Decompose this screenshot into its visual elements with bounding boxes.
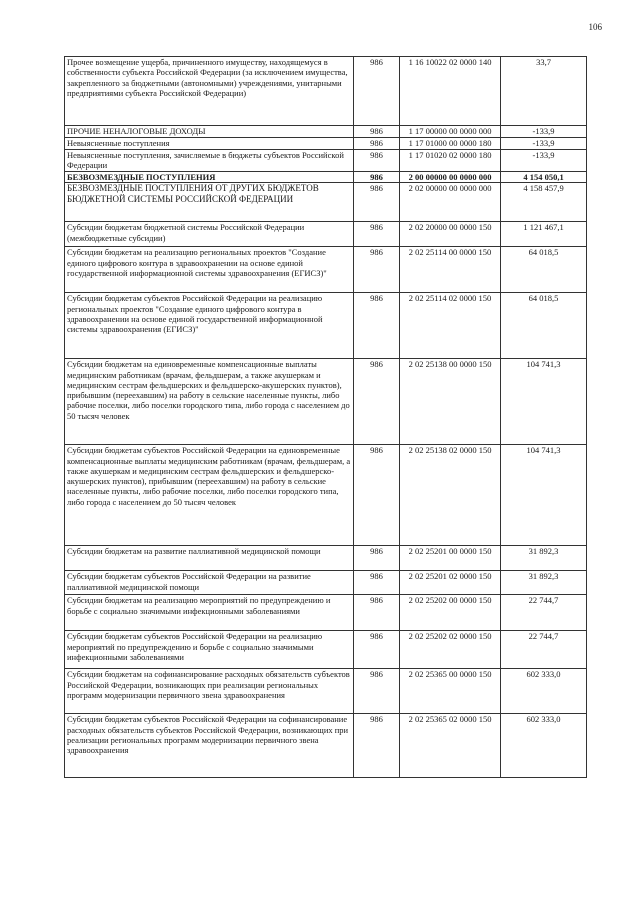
- amount-cell: 104 741,3: [501, 445, 587, 546]
- table-row: [65, 714, 587, 778]
- admin-code-cell: 986: [354, 595, 400, 631]
- amount-cell: 4 154 050,1: [501, 172, 587, 183]
- amount-cell: 4 158 457,9: [501, 183, 587, 222]
- budget-classification-code-cell: 2 02 25201 00 0000 150: [400, 546, 501, 571]
- revenue-name-cell: Невыясненные поступления: [65, 138, 354, 150]
- revenue-name-cell: Субсидии бюджетам на развитие паллиативной медицинской помощи: [65, 546, 354, 571]
- budget-classification-code-cell: 2 02 25138 02 0000 150: [400, 445, 501, 546]
- table-row: [65, 247, 587, 293]
- revenue-name-cell: Субсидии бюджетам бюджетной системы Российской Федерации (межбюджетные субсидии): [65, 222, 354, 247]
- table-row: [65, 183, 587, 222]
- table-row: [65, 222, 587, 247]
- budget-classification-code-cell: 2 02 25138 00 0000 150: [400, 359, 501, 445]
- revenue-name-cell: БЕЗВОЗМЕЗДНЫЕ ПОСТУПЛЕНИЯ: [65, 172, 354, 183]
- table-row: [65, 631, 587, 669]
- admin-code-cell: 986: [354, 293, 400, 359]
- amount-cell: 104 741,3: [501, 359, 587, 445]
- table-row: [65, 546, 587, 571]
- revenue-name-cell: Субсидии бюджетам на единовременные компенсационные выплаты медицинским работникам (врачам, фельдшерам, а также акушеркам и медицинским сестрам фельдшерских и фельдшерско-акушерских пунктов), прибывшим (переехавшим) на работу в сельские населенные пункты, либо рабочие поселки, либо поселки городского типа, либо города с населением до 50 тысяч человек: [65, 359, 354, 445]
- page-number: 106: [588, 22, 602, 32]
- revenue-name-cell: Субсидии бюджетам на реализацию мероприятий по предупреждению и борьбе с социально значимыми инфекционными заболеваниями: [65, 595, 354, 631]
- budget-classification-code-cell: 2 02 25365 02 0000 150: [400, 714, 501, 778]
- budget-classification-code-cell: 1 17 01000 00 0000 180: [400, 138, 501, 150]
- budget-classification-code-cell: 2 02 25114 00 0000 150: [400, 247, 501, 293]
- table-row: [65, 150, 587, 172]
- table-row: [65, 126, 587, 138]
- revenue-name-cell: Субсидии бюджетам субъектов Российской Федерации на реализацию мероприятий по предупреждению и борьбе с социально значимыми инфекционными заболеваниями: [65, 631, 354, 669]
- budget-classification-code-cell: 2 02 00000 00 0000 000: [400, 183, 501, 222]
- table-row: [65, 445, 587, 546]
- admin-code-cell: 986: [354, 150, 400, 172]
- amount-cell: 22 744,7: [501, 631, 587, 669]
- budget-classification-code-cell: 1 17 01020 02 0000 180: [400, 150, 501, 172]
- amount-cell: 31 892,3: [501, 571, 587, 595]
- admin-code-cell: 986: [354, 445, 400, 546]
- budget-classification-code-cell: 2 02 25202 00 0000 150: [400, 595, 501, 631]
- amount-cell: 33,7: [501, 57, 587, 126]
- revenue-name-cell: Субсидии бюджетам субъектов Российской Федерации на единовременные компенсационные выплаты медицинским работникам (врачам, фельдшерам, а также акушеркам и медицинским сестрам фельдшерских и фельдшерско-акушерских пунктов), прибывшим (переехавшим) на работу в сельские населенные пункты, либо рабочие поселки, либо поселки городского типа, либо города с населением до 50 тысяч человек: [65, 445, 354, 546]
- budget-classification-code-cell: 1 16 10022 02 0000 140: [400, 57, 501, 126]
- table-row: [65, 571, 587, 595]
- admin-code-cell: 986: [354, 631, 400, 669]
- admin-code-cell: 986: [354, 546, 400, 571]
- revenue-name-cell: ПРОЧИЕ НЕНАЛОГОВЫЕ ДОХОДЫ: [65, 126, 354, 138]
- admin-code-cell: 986: [354, 247, 400, 293]
- amount-cell: 602 333,0: [501, 714, 587, 778]
- revenue-name-cell: Субсидии бюджетам субъектов Российской Федерации на софинансирование расходных обязательств субъектов Российской Федерации, возникающих при реализации региональных программ модернизации первичного звена здравоохранения: [65, 714, 354, 778]
- admin-code-cell: 986: [354, 669, 400, 714]
- revenue-name-cell: Субсидии бюджетам на реализацию региональных проектов "Создание единого цифрового контура в здравоохранении на основе единой государственной информационной системы здравоохранения (ЕГИСЗ)": [65, 247, 354, 293]
- table-row: [65, 172, 587, 183]
- admin-code-cell: 986: [354, 57, 400, 126]
- budget-classification-code-cell: 2 02 25202 02 0000 150: [400, 631, 501, 669]
- revenue-name-cell: Субсидии бюджетам субъектов Российской Федерации на реализацию региональных проектов "Создание единого цифрового контура в здравоохранении на основе единой государственной информационной системы здравоохранения (ЕГИСЗ)": [65, 293, 354, 359]
- table-row: [65, 595, 587, 631]
- table-body: [65, 57, 587, 778]
- revenue-name-cell: БЕЗВОЗМЕЗДНЫЕ ПОСТУПЛЕНИЯ ОТ ДРУГИХ БЮДЖЕТОВ БЮДЖЕТНОЙ СИСТЕМЫ РОССИЙСКОЙ ФЕДЕРАЦИИ: [65, 183, 354, 222]
- admin-code-cell: 986: [354, 172, 400, 183]
- budget-classification-code-cell: 2 02 25201 02 0000 150: [400, 571, 501, 595]
- table-row: [65, 138, 587, 150]
- amount-cell: 64 018,5: [501, 293, 587, 359]
- amount-cell: 22 744,7: [501, 595, 587, 631]
- revenue-name-cell: Субсидии бюджетам субъектов Российской Федерации на развитие паллиативной медицинской помощи: [65, 571, 354, 595]
- revenue-name-cell: Невыясненные поступления, зачисляемые в бюджеты субъектов Российской Федерации: [65, 150, 354, 172]
- table-row: [65, 57, 587, 126]
- admin-code-cell: 986: [354, 138, 400, 150]
- amount-cell: -133,9: [501, 138, 587, 150]
- amount-cell: -133,9: [501, 126, 587, 138]
- admin-code-cell: 986: [354, 126, 400, 138]
- table-row: [65, 359, 587, 445]
- amount-cell: 64 018,5: [501, 247, 587, 293]
- amount-cell: 31 892,3: [501, 546, 587, 571]
- revenue-name-cell: Прочее возмещение ущерба, причиненного имуществу, находящемуся в собственности субъекта Российской Федерации (за исключением имущества, закрепленного за бюджетными (автономными) учреждениями, унитарными предприятиями субъекта Российской Федерации): [65, 57, 354, 126]
- budget-revenue-table: [64, 56, 587, 778]
- budget-classification-code-cell: 2 02 20000 00 0000 150: [400, 222, 501, 247]
- admin-code-cell: 986: [354, 714, 400, 778]
- table-row: [65, 669, 587, 714]
- budget-classification-code-cell: 2 02 25365 00 0000 150: [400, 669, 501, 714]
- admin-code-cell: 986: [354, 571, 400, 595]
- budget-classification-code-cell: 2 00 00000 00 0000 000: [400, 172, 501, 183]
- budget-classification-code-cell: 1 17 00000 00 0000 000: [400, 126, 501, 138]
- amount-cell: -133,9: [501, 150, 587, 172]
- admin-code-cell: 986: [354, 222, 400, 247]
- amount-cell: 602 333,0: [501, 669, 587, 714]
- amount-cell: 1 121 467,1: [501, 222, 587, 247]
- budget-classification-code-cell: 2 02 25114 02 0000 150: [400, 293, 501, 359]
- table-row: [65, 293, 587, 359]
- admin-code-cell: 986: [354, 359, 400, 445]
- admin-code-cell: 986: [354, 183, 400, 222]
- revenue-name-cell: Субсидии бюджетам на софинансирование расходных обязательств субъектов Российской Федерации, возникающих при реализации региональных программ модернизации первичного звена здравоохранения: [65, 669, 354, 714]
